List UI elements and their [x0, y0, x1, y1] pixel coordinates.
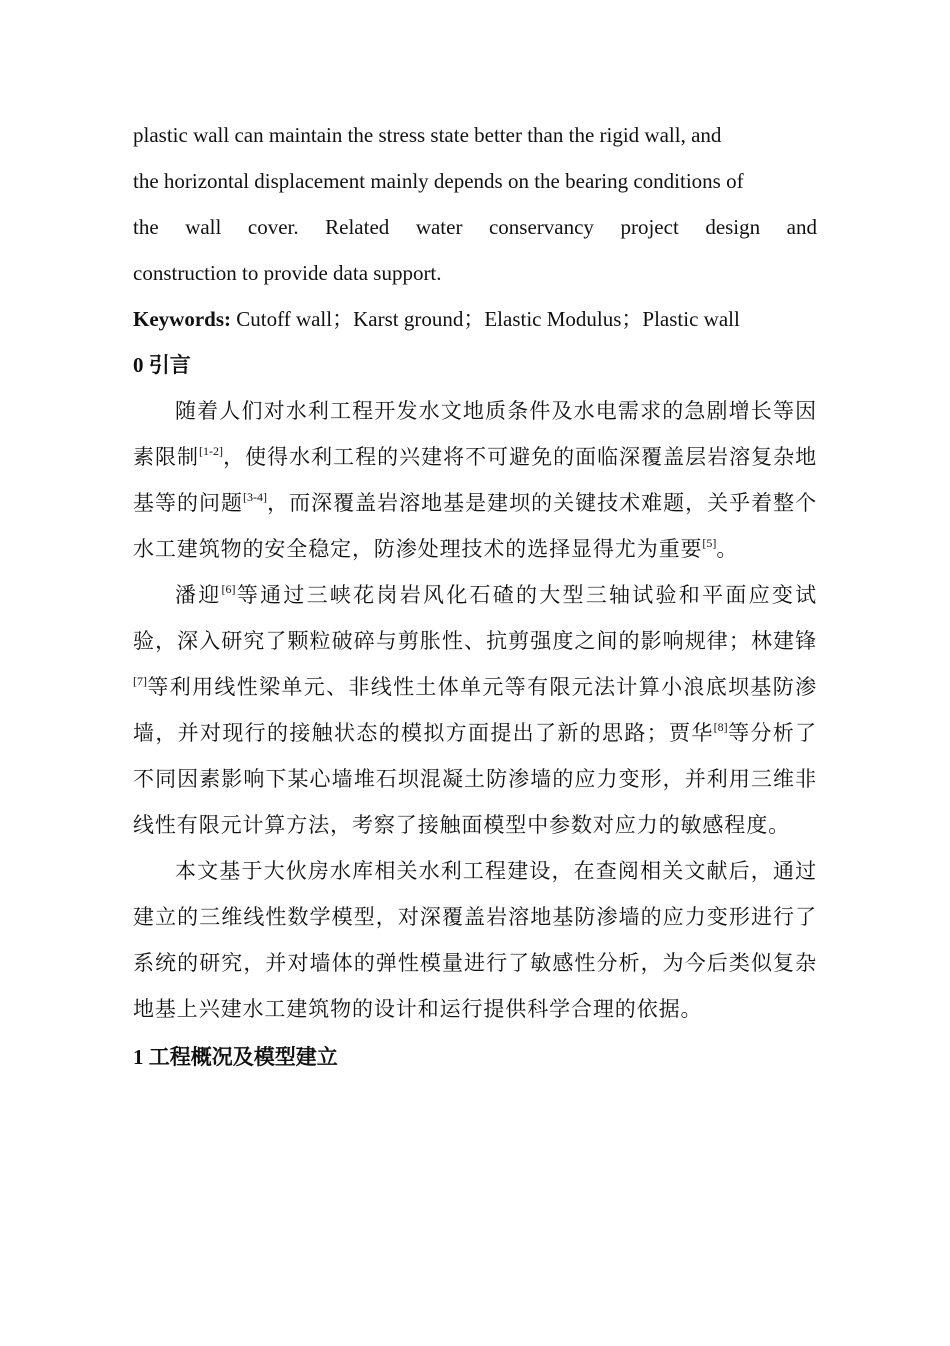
citation[interactable]: [5]: [702, 536, 717, 550]
paragraph-1: [133, 388, 817, 572]
section-heading-project-overview: 1 工程概况及模型建立: [133, 1045, 338, 1069]
citation[interactable]: [7]: [133, 674, 147, 688]
paragraph-text: ，而深覆盖岩溶地基是建坝的关键技术难题，关乎着整个水工建筑物的安全稳定，防渗处理技术的选择显得尤为重要: [133, 491, 817, 561]
paragraph-text: ，使得水利工程的兴建将不可避免的面临深覆盖层岩溶复杂地基等的问题: [133, 445, 817, 515]
keywords-line: [133, 296, 817, 342]
abstract-word: and: [786, 215, 817, 239]
abstract-line-1: plastic wall can maintain the stress state better than the rigid wall, and: [133, 123, 722, 147]
abstract-line-3: [133, 204, 817, 250]
paragraph-2: [133, 572, 817, 848]
paragraph-text: 随着人们对水利工程开发水文地质条件及水电需求的急剧增长等因素限制: [133, 399, 817, 469]
paragraph-3: 本文基于大伙房水库相关水利工程建设，在查阅相关文献后，通过建立的三维线性数学模型，对深覆盖岩溶地基防渗墙的应力变形进行了系统的研究，并对墙体的弹性模量进行了敏感性分析，为今后类似复杂地基上兴建水工建筑物的设计和运行提供科学合理的依据。: [133, 859, 817, 1021]
abstract-line-2: the horizontal displacement mainly depends on the bearing conditions of: [133, 169, 744, 193]
abstract-word: water: [415, 215, 463, 239]
paragraph-text: 等分析了不同因素影响下某心墙堆石坝混凝土防渗墙的应力变形，并利用三维非线性有限元计算方法，考察了接触面模型中参数对应力的敏感程度。: [133, 721, 817, 837]
citation[interactable]: [1-2]: [199, 444, 223, 458]
paragraph-text: 潘迎: [175, 583, 222, 607]
keywords-label: Keywords:: [133, 307, 231, 331]
document-page: [133, 112, 817, 1080]
citation[interactable]: [3-4]: [243, 490, 267, 504]
paragraph-text: 。: [716, 537, 739, 561]
section-heading-introduction: 0 引言: [133, 353, 191, 377]
abstract-word: conservancy: [488, 215, 594, 239]
abstract-word: Related: [325, 215, 390, 239]
paragraph-text: 等通过三峡花岗岩风化石碴的大型三轴试验和平面应变试验，深入研究了颗粒破碎与剪胀性、抗剪强度之间的影响规律；林建锋: [133, 583, 817, 653]
abstract-word: the: [133, 215, 159, 239]
citation[interactable]: [8]: [713, 720, 728, 734]
abstract-word: wall: [185, 215, 222, 239]
abstract-word: cover.: [247, 215, 299, 239]
abstract-word: project: [620, 215, 679, 239]
abstract-word: design: [705, 215, 761, 239]
keywords-text: Cutoff wall；Karst ground；Elastic Modulus；Plastic wall: [231, 307, 740, 331]
citation[interactable]: [6]: [221, 582, 236, 596]
paragraph-text: 等利用线性梁单元、非线性土体单元等有限元法计算小浪底坝基防渗墙，并对现行的接触状态的模拟方面提出了新的思路；贾华: [133, 675, 817, 745]
abstract-line-4: construction to provide data support.: [133, 261, 442, 285]
